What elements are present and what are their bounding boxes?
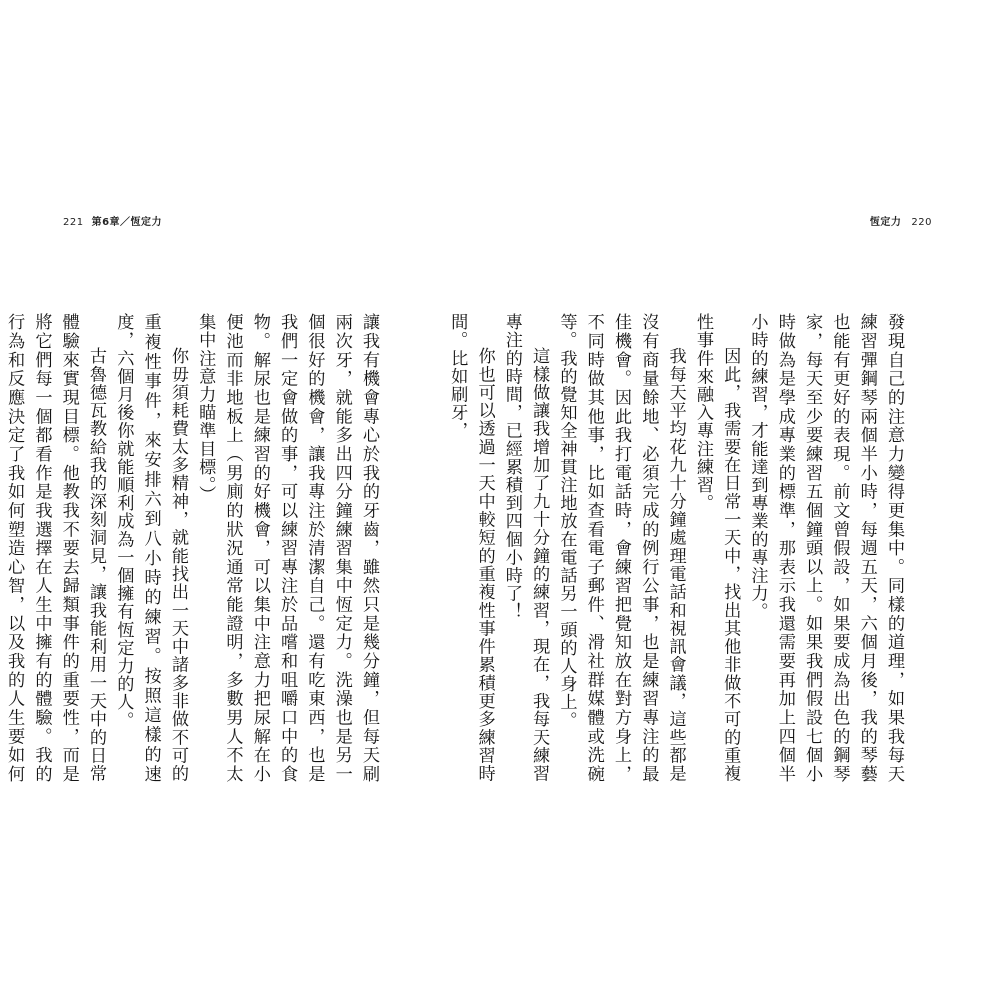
left-paragraph-1: 讓我有機會專心於我的牙齒，雖然只是幾分鐘，但每天刷兩次牙，就能多出四分鐘練習集中恆定力。洗澡也是另一個很好的機會，讓我專注於清潔自己。還有吃東西，也是我們一定會做的事，可以練習專注於品嚐和咀嚼口中的食物。解尿也是練習的好機會，可以集中注意力把尿解在小便池而非地板上（男廁的狀況通常能證明，多數男人不太集中注意力瞄準目標。） [195,313,379,783]
right-chapter-title: 恆定力 [869,217,902,228]
left-page-header [63,213,162,228]
left-page-number: 221 [63,217,84,228]
right-page-header [870,213,932,228]
left-paragraph-2: 你毋須耗費太多精神，就能找出一天中諸多非做不可的重複性事件，來安排六到八小時的練習。按照這樣的速度，六個月後你就能順利成為一個擁有恆定力的人。 [113,313,188,783]
right-paragraph-5: 你也可以透過一天中較短的重複性事件累積更多練習時間。比如刷牙， [447,313,495,783]
left-page-body [4,313,382,783]
right-page-number: 220 [911,217,932,228]
right-paragraph-1: 發現自己的注意力變得更集中。同樣的道理，如果我每天練習彈鋼琴兩個半小時，每週五天，六個月後，我的琴藝也能有更好的表現。前文曾假設，如果要成為出色的鋼琴家，每天至少要練習五個鐘頭以上。如果我們假設七個小時做為是學成專業的標準，那表示我還需要再加上四個半小時的練習，才能達到專業的專注力。 [747,313,904,783]
left-paragraph-3: 古魯德瓦教給我的深刻洞見，讓我能利用一天中的日常體驗來實現目標。他教我不要去歸類事件的重要性，而是將它們每一個都看作是我選擇在人生中擁有的體驗。我的行為和反應決定了我如何塑造心智，以及我的人生要如何 [4,313,107,783]
right-page-body [447,313,907,783]
right-paragraph-3: 我每天平均花九十分鐘處理電話和視訊會議，這些都是沒有商量餘地、必須完成的例行公事，也是練習專注的最佳機會。因此我打電話時，會練習把覺知放在對方身上，不同時做其他事，比如查看電子郵件、滑社群媒體或洗碗等。我的覺知全神貫注地放在電話另一頭的人身上。 [556,313,686,783]
right-paragraph-2: 因此，我需要在日常一天中，找出其他非做不可的重複性事件來融入專注練習。 [692,313,741,783]
right-paragraph-4: 這樣做讓我增加了九十分鐘的練習，現在，我每天練習專注的時間，已經累積到四個小時了！ [501,313,550,783]
left-chapter-title: 第6章／恆定力 [91,217,163,228]
